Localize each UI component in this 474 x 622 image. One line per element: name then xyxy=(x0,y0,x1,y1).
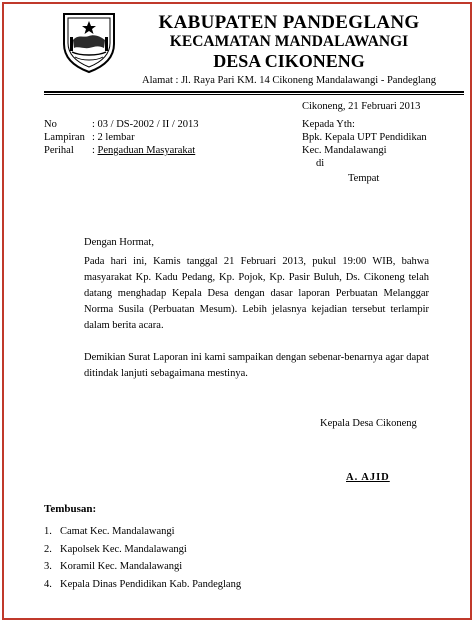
recipient-line-3: Kec. Mandalawangi xyxy=(302,145,387,156)
recipient-line-4: di xyxy=(316,158,325,169)
recipient-line-2: Bpk. Kepala UPT Pendidikan xyxy=(302,132,427,143)
tembusan-list xyxy=(44,523,241,593)
letter-date: Cikoneng, 21 Februari 2013 xyxy=(302,101,421,112)
meta-perihal-colon: : xyxy=(92,145,95,156)
list-item: 1. Camat Kec. Mandalawangi xyxy=(44,526,175,537)
recipient-line-5: Tempat xyxy=(348,173,380,184)
letterhead-regency: KABUPATEN PANDEGLANG xyxy=(158,12,420,33)
meta-lampiran-label: Lampiran xyxy=(44,132,85,143)
meta-lampiran-value: : 2 lembar xyxy=(92,132,135,143)
signature-title: Kepala Desa Cikoneng xyxy=(320,418,417,429)
signature-name: A. AJID xyxy=(346,472,390,483)
meta-perihal-subject: Pengaduan Masyarakat xyxy=(97,145,196,156)
meta-no-value: : 03 / DS-2002 / II / 2013 xyxy=(92,119,199,130)
body-paragraph-2: Demikian Surat Laporan ini kami sampaikan dengan sebenar-benarnya agar dapat ditindak lanjuti sebagaimana mestinya. xyxy=(84,352,429,379)
list-item: 4. Kepala Dinas Pendidikan Kab. Pandeglang xyxy=(44,578,242,590)
letterhead-district: KECAMATAN MANDALAWANGI xyxy=(169,33,409,50)
letterhead-village: DESA CIKONENG xyxy=(213,51,365,71)
tembusan-title: Tembusan: xyxy=(44,503,97,515)
letterhead xyxy=(104,12,474,71)
letterhead-address: Alamat : Jl. Raya Pari KM. 14 Cikoneng Mandalawangi - Pandeglang xyxy=(142,75,436,86)
recipient-line-1: Kepada Yth: xyxy=(302,119,355,130)
body-paragraph-1: Pada hari ini, Kamis tanggal 21 Februari 2013, pukul 19:00 WIB, bahwa masyarakat Kp. Kadu Pedang, Kp. Pojok, Kp. Pasir Buluh, Ds. Cikoneng telah datang menghadap Kepala Desa dengan dasar laporan Perbuatan Melanggar Norma Susila (Perbuatan Mesum). Lebih jelasnya kejadian tersebut terlampir dalam berita acara. xyxy=(84,256,429,331)
letterhead-rule xyxy=(44,91,464,93)
letter-page xyxy=(2,2,472,620)
list-item: 2. Kapolsek Kec. Mandalawangi xyxy=(44,543,187,555)
salutation: Dengan Hormat, xyxy=(84,237,154,248)
list-item: 3. Koramil Kec. Mandalawangi xyxy=(44,561,183,572)
letterhead-rule-thin xyxy=(44,94,464,95)
meta-perihal-value xyxy=(92,144,195,157)
meta-no-label: No xyxy=(44,119,57,130)
meta-perihal-label: Perihal xyxy=(44,145,74,156)
